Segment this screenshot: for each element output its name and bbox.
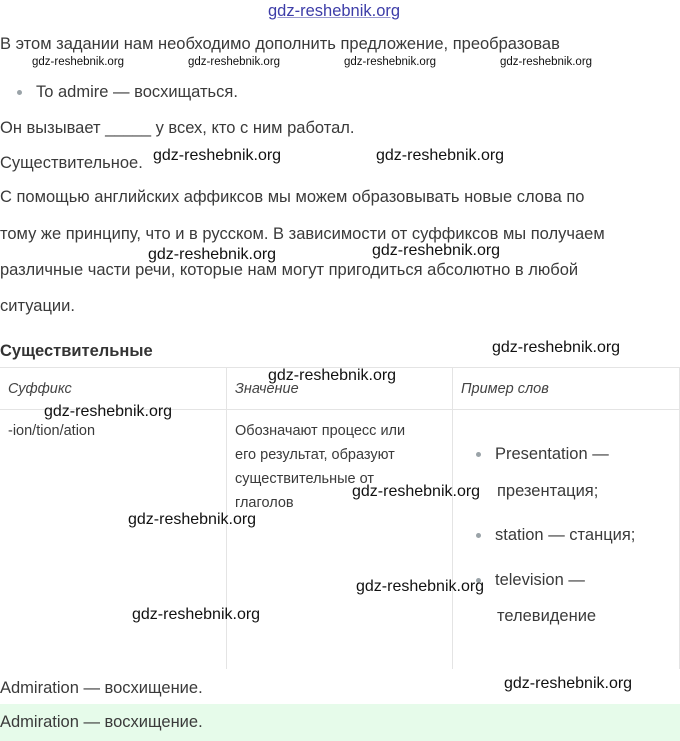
table-cell-meaning-line-4: глаголов (235, 495, 294, 511)
answer-text: Admiration — восхищение. (0, 679, 203, 697)
watermark: gdz-reshebnik.org (356, 578, 485, 595)
answer-highlighted-text: Admiration — восхищение. (0, 713, 203, 731)
table-column-divider-2 (452, 367, 453, 669)
watermark: gdz-reshebnik.org (132, 606, 261, 623)
watermark-small-2: gdz-reshebnik.org (188, 56, 281, 68)
bullet-dot-icon (476, 452, 481, 457)
intro-text: В этом задании нам необходимо дополнить предложение, преобразовав (0, 35, 560, 53)
example-item-1-line-2: презентация; (497, 482, 599, 500)
watermark-small-1: gdz-reshebnik.org (32, 56, 125, 68)
bullet-dot-icon (17, 90, 22, 95)
paragraph-line-4: ситуации. (0, 297, 75, 315)
bullet-text: To admire — восхищаться. (36, 83, 238, 101)
example-item-1-line-1: Presentation — (495, 445, 609, 463)
example-item-3 (476, 571, 585, 590)
sentence-text: Он вызывает _____ у всех, кто с ним работал. (0, 119, 355, 137)
watermark: gdz-reshebnik.org (352, 483, 481, 500)
example-item-3-line-1: television — (495, 571, 585, 589)
watermark: gdz-reshebnik.org (372, 242, 501, 259)
watermark: gdz-reshebnik.org (268, 367, 397, 384)
table-heading: Существительные (0, 342, 153, 360)
answer-highlight-box (0, 704, 680, 741)
table-header-suffix: Суффикс (8, 381, 72, 397)
table-cell-meaning-line-1: Обозначают процесс или (235, 423, 406, 439)
paragraph-line-3: различные части речи, которые нам могут пригодиться абсолютно в любой (0, 261, 579, 279)
example-item-1 (476, 445, 609, 464)
table-header-meaning: Значение (235, 381, 299, 397)
watermark-top: gdz-reshebnik.org (268, 2, 401, 20)
example-item-2-line-1: station — станция; (495, 526, 636, 544)
example-item-3-line-2: телевидение (497, 607, 597, 625)
table-cell-meaning-line-3: существительные от (235, 471, 375, 487)
watermark: gdz-reshebnik.org (128, 511, 257, 528)
watermark-small-3: gdz-reshebnik.org (344, 56, 437, 68)
paragraph-line-1: С помощью английских аффиксов мы можем образовывать новые слова по (0, 188, 585, 206)
part-of-speech-text: Существительное. (0, 154, 143, 172)
watermark: gdz-reshebnik.org (148, 246, 277, 263)
table-header-examples: Пример слов (461, 381, 549, 397)
watermark: gdz-reshebnik.org (504, 675, 633, 692)
table-cell-meaning-line-2: его результат, образуют (235, 447, 395, 463)
watermark-small-4: gdz-reshebnik.org (500, 56, 593, 68)
table-cell-suffix: -ion/tion/ation (8, 423, 96, 439)
watermark: gdz-reshebnik.org (492, 339, 621, 356)
bullet-dot-icon (476, 533, 481, 538)
bullet-list-item (17, 83, 238, 102)
example-item-2 (476, 526, 635, 545)
paragraph-line-2: тому же принципу, что и в русском. В зависимости от суффиксов мы получаем (0, 225, 605, 243)
watermark: gdz-reshebnik.org (153, 147, 282, 164)
watermark: gdz-reshebnik.org (44, 403, 173, 420)
watermark: gdz-reshebnik.org (376, 147, 505, 164)
